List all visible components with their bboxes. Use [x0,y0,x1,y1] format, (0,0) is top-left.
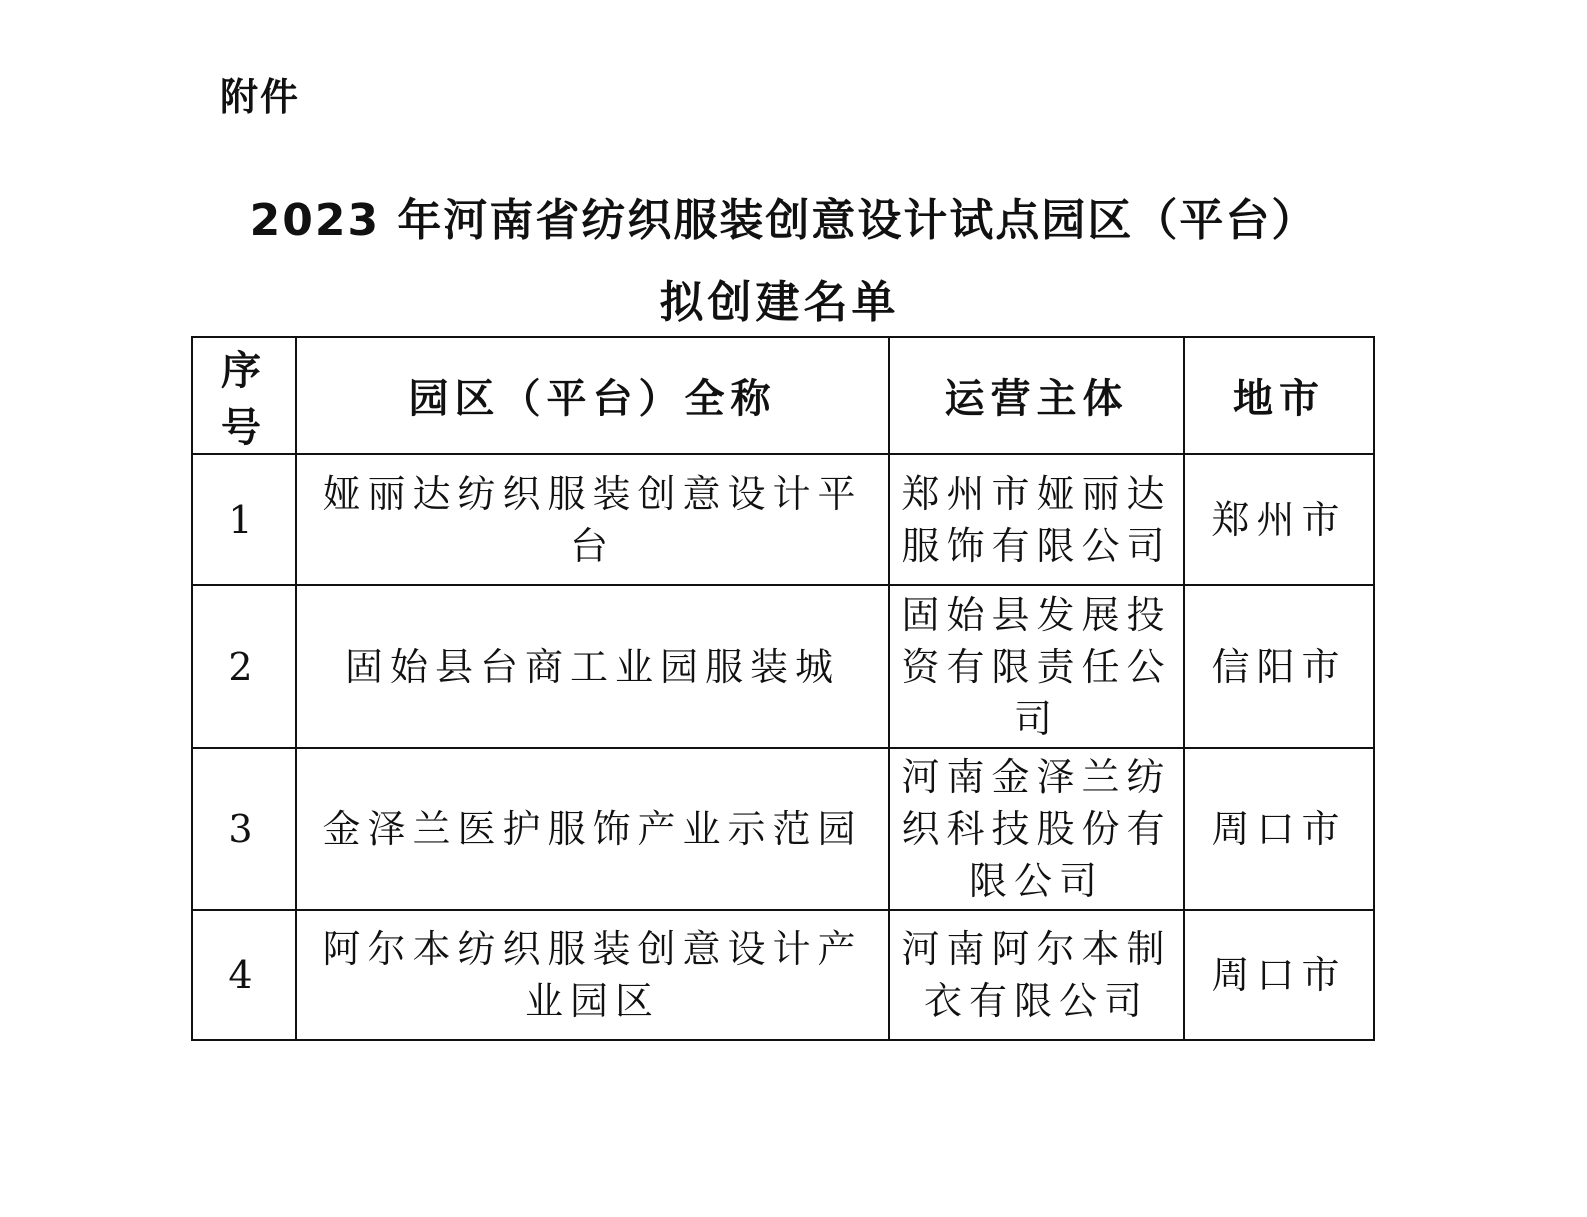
table-row [192,910,1374,1040]
park-name-cell: 金泽兰医护服饰产业示范园 [296,748,889,910]
row-index: 1 [192,454,296,585]
operator-cell: 郑州市娅丽达服饰有限公司 [889,454,1184,585]
attachment-label: 附件 [220,75,301,119]
operator-cell: 固始县发展投资有限责任公司 [889,585,1184,748]
row-index: 2 [192,585,296,748]
park-name-cell: 阿尔本纺织服装创意设计产业园区 [296,910,889,1040]
pilot-park-table [191,336,1375,1041]
table-row [192,454,1374,585]
document-title: 2023 年河南省纺织服装创意设计试点园区（平台） [249,195,1318,246]
column-header-operator: 运营主体 [889,337,1184,454]
park-name-cell: 固始县台商工业园服装城 [296,585,889,748]
city-cell: 周口市 [1184,910,1374,1040]
park-name-cell: 娅丽达纺织服装创意设计平台 [296,454,889,585]
document-subtitle: 拟创建名单 [659,277,900,328]
column-header-park-name: 园区（平台）全称 [296,337,889,454]
city-cell: 周口市 [1184,748,1374,910]
column-header-index: 序号 [192,337,296,454]
table-row [192,748,1374,910]
city-cell: 郑州市 [1184,454,1374,585]
operator-cell: 河南金泽兰纺织科技股份有限公司 [889,748,1184,910]
row-index: 3 [192,748,296,910]
city-cell: 信阳市 [1184,585,1374,748]
table-header-row [192,337,1374,454]
operator-cell: 河南阿尔本制衣有限公司 [889,910,1184,1040]
table-row [192,585,1374,748]
row-index: 4 [192,910,296,1040]
column-header-city: 地市 [1184,337,1374,454]
